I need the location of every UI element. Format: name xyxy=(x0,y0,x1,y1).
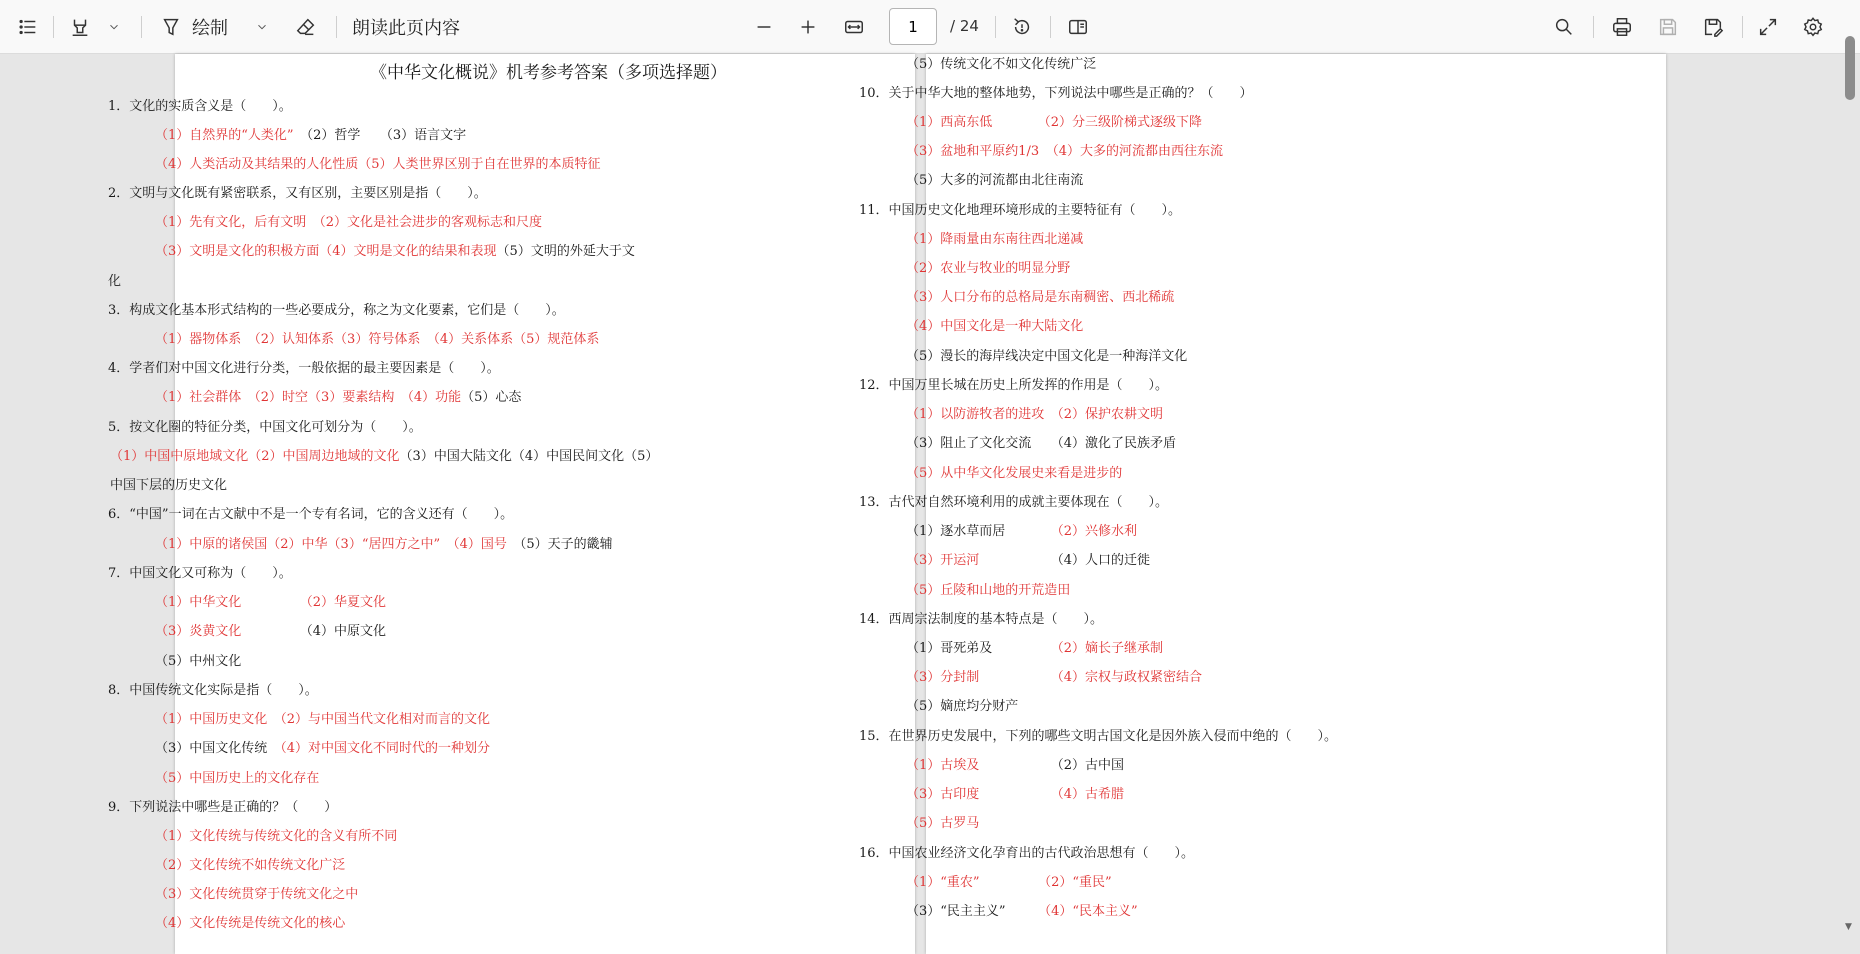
text-line xyxy=(906,640,1163,658)
toolbar-divider xyxy=(1050,16,1051,38)
text-line xyxy=(906,289,1174,307)
save-as-icon[interactable] xyxy=(1697,0,1729,53)
question-text: 2．文明与文化既有紧密联系，又有区别，主要区别是指（ ）。 xyxy=(108,186,487,201)
question-text: （4）人口的迁徙 xyxy=(979,553,1151,568)
answer-text: （1）器物体系 （2）认知体系（3）符号体系 （4）关系体系（5）规范体系 xyxy=(155,332,600,347)
text-line xyxy=(155,214,542,232)
text-line xyxy=(906,669,1202,687)
question-text: 8．中国传统文化实际是指（ ）。 xyxy=(108,683,318,698)
answer-text: （3）盆地和平原约1/3 （4）大多的河流都由西往东流 xyxy=(906,144,1223,159)
question-text: 3．构成文化基本形式结构的一些必要成分，称之为文化要素，它们是（ ）。 xyxy=(108,303,565,318)
eraser-icon[interactable] xyxy=(290,0,322,53)
text-line xyxy=(859,845,1194,863)
text-line xyxy=(155,243,635,261)
question-text: （1）逐水草而居 xyxy=(906,524,1006,539)
text-line xyxy=(155,740,490,758)
text-line xyxy=(859,85,1253,103)
text-line xyxy=(859,202,1181,220)
text-line xyxy=(108,506,513,524)
text-line xyxy=(155,653,241,671)
read-aloud-label: 朗读此页内容 xyxy=(352,17,460,39)
text-line xyxy=(906,348,1187,366)
question-text: （5）传统文化不如文化传统广泛 xyxy=(906,57,1097,72)
toolbar-divider xyxy=(1593,16,1594,38)
text-line xyxy=(110,448,658,466)
text-line xyxy=(155,857,345,875)
text-line xyxy=(110,477,227,495)
draw-icon xyxy=(160,16,182,38)
text-line xyxy=(906,786,1124,804)
question-text: 1．文化的实质含义是（ ）。 xyxy=(108,99,292,114)
text-line xyxy=(155,536,613,554)
scroll-down-arrow-icon[interactable]: ▼ xyxy=(1845,922,1852,932)
question-text: （2）古中国 xyxy=(979,758,1125,773)
question-text: （2）哲学 （3）语言文字 xyxy=(293,128,467,143)
text-line xyxy=(906,56,1096,74)
pdf-page-1 xyxy=(108,54,915,954)
question-text: （5）漫长的海岸线决定中国文化是一种海洋文化 xyxy=(906,349,1188,364)
answer-text: （3）炎黄文化 xyxy=(155,624,242,639)
text-line xyxy=(906,523,1137,541)
text-line xyxy=(155,711,490,729)
question-text: 6．“中国”一词在古文献中不是一个专有名词，它的含义还有（ ）。 xyxy=(108,507,514,522)
page-total: / 24 xyxy=(950,17,979,35)
toolbar-divider xyxy=(336,16,337,38)
answer-text: （5）丘陵和山地的开荒造田 xyxy=(906,583,1071,598)
question-text: （5）嫡庶均分财产 xyxy=(906,699,1019,714)
zoom-out-icon[interactable] xyxy=(748,0,780,53)
answer-text: （5）中国历史上的文化存在 xyxy=(155,771,320,786)
answer-text: （3）人口分布的总格局是东南稠密、西北稀疏 xyxy=(906,290,1175,305)
question-text: 10．关于中华大地的整体地势，下列说法中哪些是正确的？（ ） xyxy=(859,86,1253,101)
text-line xyxy=(108,185,487,203)
answer-text: （1）降雨量由东南往西北递减 xyxy=(906,232,1084,247)
text-line xyxy=(155,156,601,174)
question-text: 13．古代对自然环境利用的成就主要体现在（ ）。 xyxy=(859,495,1169,510)
text-line xyxy=(155,389,521,407)
answer-text: （1）先有文化，后有文明 （2）文化是社会进步的客观标志和尺度 xyxy=(155,215,543,230)
page-title: 《中华文化概说》机考参考答案（多项选择题） xyxy=(370,63,727,83)
text-line xyxy=(906,143,1223,161)
answer-text: （4）中国文化是一种大陆文化 xyxy=(906,319,1084,334)
text-line xyxy=(859,494,1168,512)
question-text: （5）心态 xyxy=(461,390,522,405)
answer-text: （4）人类活动及其结果的人化性质（5）人类世界区别于自在世界的本质特征 xyxy=(155,157,601,172)
scrollbar-thumb[interactable] xyxy=(1845,36,1855,100)
text-line xyxy=(906,903,1138,921)
question-text: （3）阻止了文化交流 （4）激化了民族矛盾 xyxy=(906,436,1177,451)
text-line xyxy=(108,360,500,378)
text-line xyxy=(155,915,345,933)
question-text: （5）天子的畿辅 xyxy=(506,537,613,552)
question-text: 15．在世界历史发展中，下列的哪些文明古国文化是因外族入侵而中绝的（ ）。 xyxy=(859,729,1338,744)
text-line xyxy=(859,611,1103,629)
question-text: 7．中国文化又可称为（ ）。 xyxy=(108,566,292,581)
text-line xyxy=(108,565,292,583)
text-line xyxy=(859,377,1168,395)
answer-text: （1）自然界的“人类化” xyxy=(155,128,294,143)
question-text: （4）中原文化 xyxy=(241,624,387,639)
question-text: （5）文明的外延大于文 xyxy=(496,244,635,259)
text-line xyxy=(155,623,386,641)
page-number-input[interactable] xyxy=(889,8,937,45)
toolbar-divider xyxy=(1742,16,1743,38)
settings-gear-icon[interactable] xyxy=(1797,0,1829,53)
answer-text: （1）古埃及 xyxy=(906,758,980,773)
text-line xyxy=(108,302,565,320)
question-text: （5）中州文化 xyxy=(155,654,242,669)
text-line xyxy=(906,260,1070,278)
answer-text: （5）古罗马 xyxy=(906,816,980,831)
fit-to-width-icon[interactable] xyxy=(838,0,870,53)
answer-text: （1）西高东低 （2）分三级阶梯式逐级下降 xyxy=(906,115,1203,130)
question-text: （3）“民主主义” xyxy=(906,904,1006,919)
answer-text: （1）中国历史文化 （2）与中国当代文化相对而言的文化 xyxy=(155,712,491,727)
text-line xyxy=(906,231,1083,249)
text-line xyxy=(155,331,599,349)
answer-text: （4）“民本主义” xyxy=(1005,904,1138,919)
answer-text: （2）农业与牧业的明显分野 xyxy=(906,261,1071,276)
text-line xyxy=(108,682,318,700)
text-line xyxy=(906,815,979,833)
text-line xyxy=(906,582,1070,600)
question-text: （3）中国文化传统 xyxy=(155,741,268,756)
question-text: 16．中国农业经济文化孕育出的古代政治思想有（ ）。 xyxy=(859,846,1195,861)
answer-text: （1）“重农” （2）“重民” xyxy=(906,875,1112,890)
text-line xyxy=(906,757,1124,775)
text-line xyxy=(906,874,1112,892)
text-line xyxy=(906,406,1163,424)
search-icon[interactable] xyxy=(1548,0,1580,53)
text-line xyxy=(108,98,292,116)
question-text: 中国下层的历史文化 xyxy=(110,478,228,493)
answer-text: （1）以防游牧者的进攻 （2）保护农耕文明 xyxy=(906,407,1164,422)
answer-text: （1）文化传统与传统文化的含义有所不同 xyxy=(155,829,398,844)
text-line xyxy=(155,770,319,788)
text-line xyxy=(108,419,422,437)
answer-text: （3）文明是文化的积极方面（4）文明是文化的结果和表现 xyxy=(155,244,497,259)
highlight-icon[interactable] xyxy=(64,0,96,53)
zoom-in-icon[interactable] xyxy=(792,0,824,53)
text-line xyxy=(155,594,386,612)
answer-text: （1）中国中原地域文化（2）中国周边地域的文化 xyxy=(110,449,400,464)
page-view-icon[interactable] xyxy=(1062,0,1094,53)
answer-text: （1）社会群体 （2）时空（3）要素结构 （4）功能 xyxy=(155,390,462,405)
text-line xyxy=(108,273,121,291)
question-text: （1）哥死弟及 xyxy=(906,641,993,656)
toolbar-divider xyxy=(141,16,142,38)
answer-text: （3）文化传统贯穿于传统文化之中 xyxy=(155,887,359,902)
draw-chevron-down-icon[interactable] xyxy=(248,0,276,53)
text-line xyxy=(906,698,1018,716)
question-text: （5）大多的河流都由北往南流 xyxy=(906,173,1084,188)
text-line xyxy=(108,799,337,817)
question-text: （3）中国大陆文化（4）中国民间文化（5） xyxy=(399,449,659,464)
answer-text: （4）文化传统是传统文化的核心 xyxy=(155,916,346,931)
question-text: 5．按文化圈的特征分类，中国文化可划分为（ ）。 xyxy=(108,420,422,435)
text-line xyxy=(155,886,358,904)
question-text: 12．中国万里长城在历史上所发挥的作用是（ ）。 xyxy=(859,378,1169,393)
text-line xyxy=(906,172,1083,190)
draw-label: 绘制 xyxy=(192,17,228,39)
question-text: 11．中国历史文化地理环境形成的主要特征有（ ）。 xyxy=(859,203,1182,218)
contents-icon[interactable] xyxy=(12,0,44,53)
read-aloud-button[interactable] xyxy=(352,0,472,53)
answer-text: （1）中原的诸侯国（2）中华（3）“居四方之中” （4）国号 xyxy=(155,537,507,552)
save-icon xyxy=(1652,0,1684,53)
print-icon[interactable] xyxy=(1606,0,1638,53)
fullscreen-icon[interactable] xyxy=(1752,0,1784,53)
rotate-icon[interactable] xyxy=(1006,0,1038,53)
answer-text: （2）文化传统不如传统文化广泛 xyxy=(155,858,346,873)
question-text: 化 xyxy=(108,274,122,289)
question-text: 14．西周宗法制度的基本特点是（ ）。 xyxy=(859,612,1104,627)
text-line xyxy=(906,114,1202,132)
answer-text: （1）中华文化 （2）华夏文化 xyxy=(155,595,387,610)
answer-text: （5）从中华文化发展史来看是进步的 xyxy=(906,466,1123,481)
answer-text: （4）对中国文化不同时代的一种划分 xyxy=(267,741,491,756)
text-line xyxy=(906,552,1150,570)
highlight-chevron-down-icon[interactable] xyxy=(100,0,128,53)
text-line xyxy=(906,435,1176,453)
text-line xyxy=(906,465,1122,483)
toolbar-divider xyxy=(53,16,54,38)
answer-text: （2）兴修水利 xyxy=(1005,524,1138,539)
document-viewer[interactable] xyxy=(0,54,1860,940)
question-text: 4．学者们对中国文化进行分类，一般依据的最主要因素是（ ）。 xyxy=(108,361,500,376)
pdf-page-2 xyxy=(859,54,1666,954)
text-line xyxy=(859,728,1337,746)
text-line xyxy=(155,828,397,846)
answer-text: （3）开运河 xyxy=(906,553,980,568)
toolbar-divider xyxy=(995,16,996,38)
question-text: 9．下列说法中哪些是正确的？（ ） xyxy=(108,800,338,815)
answer-text: （3）古印度 （4）古希腊 xyxy=(906,787,1125,802)
answer-text: （2）嫡长子继承制 xyxy=(992,641,1164,656)
pdf-toolbar xyxy=(0,0,1860,54)
text-line xyxy=(906,318,1083,336)
text-line xyxy=(155,127,466,145)
answer-text: （3）分封制 （4）宗权与政权紧密结合 xyxy=(906,670,1203,685)
